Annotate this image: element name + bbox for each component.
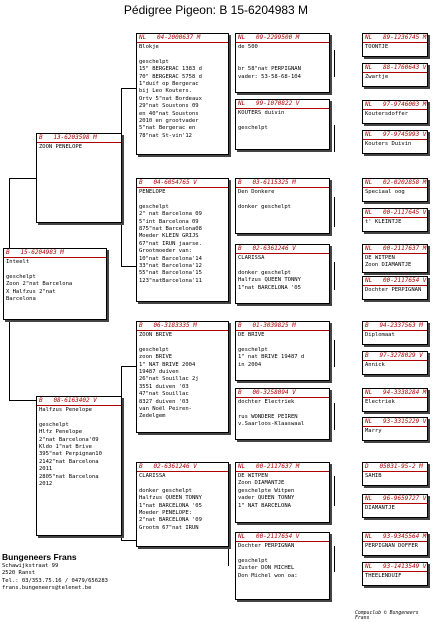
pigeon-card-sire-sire[interactable]: [136, 33, 229, 155]
page-title: Pédigree Pigeon: B 15-6204983 M: [123, 3, 309, 17]
owner-email[interactable]: frans.bungeneers@telenet.be: [2, 585, 92, 592]
pigeon-card-sire-dam[interactable]: [136, 178, 229, 302]
pigeon-card-g5-10[interactable]: [362, 351, 428, 375]
pigeon-details: t' KLEINTJE: [365, 219, 402, 225]
pigeon-card-g4-6[interactable]: [235, 388, 330, 440]
connector-line: [121, 366, 136, 367]
ring-number: B 97-3278029 V: [363, 352, 427, 361]
ring-number: NL 89-1236745 M: [365, 34, 427, 41]
connector-line: [121, 266, 136, 267]
pigeon-card-g4-4[interactable]: [235, 244, 330, 304]
connector-line: [121, 88, 136, 89]
pigeon-details: de 500 br 58"nat PERPIGNAN vader: 53-58-68-104: [238, 44, 301, 80]
pigeon-details: Diplomaat: [365, 332, 395, 338]
pigeon-details: Halfzus Penelope geschelpt Hlfz Penelope 2"nat Barcelona'09 Kldo 1"nat Brive 395"nat Perpignan10 2142"nat Barcelona 2011 2805"nat Barcelona 2012: [39, 407, 102, 488]
ring-number: NL 00-2117637 M: [236, 463, 329, 472]
pigeon-details: Dochter PERPIGNAN: [365, 287, 422, 293]
pigeon-details: Annick: [365, 362, 385, 368]
connector-line: [334, 50, 335, 77]
connector-line: [334, 125, 335, 152]
pigeon-details: CLARISSA donker geschelpt Halfzus QUEEN TONNY 1"nat BARCELONA '05 Moeder PENELOPE: 2"nat BARCELONA '09 Grootm 67"nat IRUN: [139, 473, 202, 531]
ring-number: B 00-3258094 V: [236, 389, 329, 398]
owner-name: Bungeneers Frans: [2, 552, 77, 562]
pigeon-details: Speciaal oog: [365, 189, 405, 195]
pigeon-details: dochter Electriek rus WONDERE PEIREN v.Saarloos-Klaaswaal: [238, 399, 305, 428]
pigeon-details: Kouters Duivin: [365, 141, 412, 147]
pigeon-details: Inteelt geschelpt Zoon 2"nat Barcelona X Halfzus 2"nat Barcelona: [6, 259, 73, 303]
pigeon-details: SAHIB: [365, 473, 382, 479]
connector-line: [9, 400, 36, 401]
pigeon-card-g5-2[interactable]: [362, 63, 428, 87]
owner-street: Schawijkstraat 99: [2, 563, 59, 569]
ring-number: NL 93-9345564 M: [365, 533, 427, 540]
pigeon-card-g5-8[interactable]: [362, 276, 428, 300]
pigeon-card-g5-15[interactable]: [362, 532, 428, 556]
pigeon-card-g5-7[interactable]: [362, 244, 428, 273]
pigeon-card-g5-14[interactable]: [362, 494, 428, 518]
pigeon-card-g4-8[interactable]: [235, 532, 330, 600]
connector-line: [9, 178, 36, 179]
pigeon-card-g5-12[interactable]: [362, 417, 428, 441]
pigeon-card-dam-sire[interactable]: [136, 321, 229, 433]
pigeon-details: ZOON PENELOPE: [39, 144, 83, 150]
owner-city: 2520 Ranst: [2, 570, 36, 577]
owner-phone: Tel.: 03/353.75.16 / 0479/656283: [2, 577, 108, 584]
pigeon-card-g5-5[interactable]: [362, 178, 428, 202]
pigeon-card-g5-13[interactable]: [362, 462, 428, 486]
connector-line: [121, 540, 136, 541]
pigeon-details: THEELENDUIF: [365, 573, 402, 579]
ring-number: NL 00-2117645 V: [365, 209, 427, 216]
pigeon-card-g4-3[interactable]: [235, 178, 330, 234]
pigeon-details: Den Donkere donker geschelpt: [238, 189, 291, 210]
ring-number: NL 00-2117637 M: [365, 245, 427, 252]
pigeon-card-g5-4[interactable]: [362, 130, 428, 154]
pigeon-card-dam[interactable]: [36, 396, 122, 536]
ring-number: B 94-2337563 M: [363, 322, 427, 331]
pigeon-details: Electriek: [365, 399, 395, 405]
pigeon-card-g5-16[interactable]: [362, 562, 428, 586]
ring-number: B 15-6204983 M: [4, 249, 106, 258]
ring-number: B 02-6361246 V: [137, 463, 228, 472]
ring-number: NL 96-9659727 V: [365, 495, 427, 502]
ring-number: NL 97-9746003 M: [365, 101, 427, 108]
ring-number: NL 00-2117654 V: [236, 533, 329, 542]
connector-line: [334, 403, 335, 430]
ring-number: B 04-6054765 V: [137, 179, 228, 188]
ring-number: NL 93-3315229 V: [365, 418, 427, 425]
pigeon-card-g5-9[interactable]: [362, 321, 428, 345]
ring-number: NL 94-3338284 M: [365, 389, 427, 396]
pigeon-details: TOONTJE: [365, 44, 389, 50]
pigeon-card-g4-1[interactable]: [235, 33, 330, 93]
pigeon-details: DE WITPEN Zoon DIAMANTJE geschelpte Witpen vader QUEEN TONNY 1" NAT BARCELONA: [238, 473, 295, 509]
pigeon-details: Koutersdoffer: [365, 111, 409, 117]
connector-line: [334, 340, 335, 367]
connector-line: [334, 262, 335, 290]
pigeon-details: KOUTERS duivin geschelpt: [238, 110, 285, 131]
pigeon-details: DIAMANTJE: [365, 505, 395, 511]
ring-number: NL 02-0202858 M: [365, 179, 427, 186]
ring-number: B 01-3039825 M: [236, 322, 329, 331]
ring-number: B 08-6163402 V: [37, 397, 121, 406]
pigeon-card-sire[interactable]: [36, 133, 122, 223]
pigeon-card-g4-7[interactable]: [235, 462, 330, 523]
ring-number: NL 09-2299500 M: [236, 34, 329, 43]
ring-number: B 03-6115325 M: [236, 179, 329, 188]
ring-number: NL 00-2117654 V: [365, 277, 427, 284]
pigeon-card-g5-11[interactable]: [362, 388, 428, 412]
pigeon-card-g5-6[interactable]: [362, 208, 428, 232]
owner-info: [2, 552, 108, 593]
connector-line: [334, 476, 335, 506]
ring-number: NL 99-1070822 V: [236, 100, 329, 109]
ring-number: B 06-3183335 M: [137, 322, 228, 331]
pigeon-details: Zwartje: [365, 74, 389, 80]
ring-number: B 13-6203598 M: [37, 134, 121, 143]
connector-line: [334, 197, 335, 227]
pigeon-details: ZOON BRIVE geschelpt zoon BRIVE 1" NAT BRIVE 2004 19487 duiven 26"nat Souillac 2j 3551 duiven '03 47"nat Souillac 8327 duiven '03 van Noël Peiren- Zedelgem: [139, 332, 199, 420]
connector-line: [334, 546, 335, 572]
pigeon-card-g4-2[interactable]: [235, 99, 330, 150]
ring-number: NL 93-1413549 V: [365, 563, 427, 570]
pigeon-details: PENELOPE geschelpt 2" nat Barcelona 09 5"int Barcelona 09 875"nat Barcelona08 Moeder KLEIN GRIJS 67"nat IRUN jaarse. Grootmoeder van: 10"nat Barcelona'14 33"nat Barcelona'12 55"nat Barcelona'15 123"natBarcelona'11: [139, 189, 202, 284]
ring-number: NL 88-1760643 V: [365, 64, 427, 71]
pigeon-details: CLARISSA donker geschelpt Halfzus QUEEN TONNY 1"nat BARCELONA '05: [238, 255, 301, 291]
pigeon-details: Dochter PERPIGNAN geschelpt Zuster DON MICHEL Don Michel won oa:: [238, 543, 298, 579]
pigeon-details: Marry: [365, 428, 382, 434]
ring-number: NL 04-2000637 M: [137, 34, 228, 43]
ring-number: D 05031-95-2 M: [363, 463, 427, 472]
pigeon-details: DE WITPEN Zoon DIAMANTJE: [365, 255, 412, 269]
pigeon-card-g4-5[interactable]: [235, 321, 330, 381]
ring-number: NL 97-9745993 V: [365, 131, 427, 138]
pigeon-details: PERPIGNAN DOFFER: [365, 543, 418, 549]
pigeon-details: Blokje geschelpt 15" BERGERAC 1383 d 70" BERGERAC 5758 d 1"duif op Bergerac bij Leo Kouters. Ortv 5"nat Bordeaux 29"nat Soustons 09 en 40"nat Soustons 2010 en grootvader 5"nat Bergerac en 78"nat St-vin'12: [139, 44, 202, 139]
pigeon-details: DE BRIVE geschelpt 1" nat BRIVE 19487 d in 2004: [238, 332, 305, 368]
footer-credit: Compuclub © Bungeneers Frans: [355, 611, 419, 621]
pigeon-card-g5-1[interactable]: [362, 33, 428, 57]
ring-number: B 02-6361246 V: [236, 245, 329, 254]
pigeon-card-main[interactable]: [3, 248, 107, 320]
pigeon-card-dam-dam[interactable]: [136, 462, 229, 547]
pigeon-card-g5-3[interactable]: [362, 100, 428, 124]
